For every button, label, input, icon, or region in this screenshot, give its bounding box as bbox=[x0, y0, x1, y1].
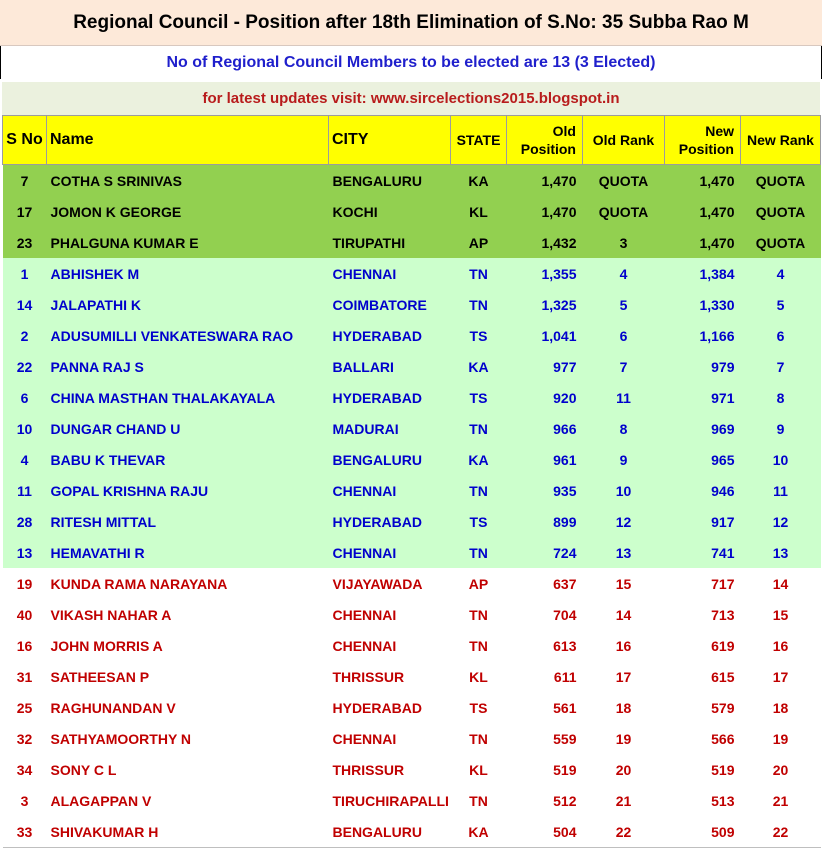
cell-new-rank: 12 bbox=[741, 506, 821, 537]
cell-new-position: 713 bbox=[665, 599, 741, 630]
cell-city: THRISSUR bbox=[329, 661, 451, 692]
cell-city: HYDERABAD bbox=[329, 506, 451, 537]
cell-old-position: 966 bbox=[507, 413, 583, 444]
cell-sno: 32 bbox=[3, 723, 47, 754]
cell-name: SATHYAMOORTHY N bbox=[47, 723, 329, 754]
cell-new-rank: QUOTA bbox=[741, 165, 821, 197]
cell-state: TS bbox=[451, 692, 507, 723]
cell-state: KA bbox=[451, 444, 507, 475]
cell-city: HYDERABAD bbox=[329, 692, 451, 723]
cell-new-rank: 20 bbox=[741, 754, 821, 785]
cell-new-position: 979 bbox=[665, 351, 741, 382]
cell-city: CHENNAI bbox=[329, 599, 451, 630]
cell-new-position: 1,330 bbox=[665, 289, 741, 320]
table-row bbox=[3, 444, 821, 475]
table-row bbox=[3, 723, 821, 754]
cell-name: JALAPATHI K bbox=[47, 289, 329, 320]
cell-sno: 34 bbox=[3, 754, 47, 785]
cell-name: CHINA MASTHAN THALAKAYALA bbox=[47, 382, 329, 413]
cell-sno: 10 bbox=[3, 413, 47, 444]
members-to-elect-note: No of Regional Council Members to be elected are 13 (3 Elected) bbox=[0, 46, 822, 79]
cell-state: TN bbox=[451, 785, 507, 816]
cell-city: THRISSUR bbox=[329, 754, 451, 785]
cell-sno: 6 bbox=[3, 382, 47, 413]
cell-new-rank: 17 bbox=[741, 661, 821, 692]
table-row bbox=[3, 692, 821, 723]
cell-city: COIMBATORE bbox=[329, 289, 451, 320]
cell-city: CHENNAI bbox=[329, 537, 451, 568]
cell-old-position: 724 bbox=[507, 537, 583, 568]
cell-old-rank: 11 bbox=[583, 382, 665, 413]
cell-sno: 1 bbox=[3, 258, 47, 289]
table-row bbox=[3, 382, 821, 413]
cell-old-position: 1,041 bbox=[507, 320, 583, 351]
cell-new-rank: 16 bbox=[741, 630, 821, 661]
cell-old-position: 559 bbox=[507, 723, 583, 754]
cell-new-rank: 15 bbox=[741, 599, 821, 630]
cell-old-position: 613 bbox=[507, 630, 583, 661]
cell-state: KA bbox=[451, 351, 507, 382]
cell-new-rank: 8 bbox=[741, 382, 821, 413]
cell-sno: 33 bbox=[3, 816, 47, 848]
header-city: CITY bbox=[329, 116, 451, 165]
cell-new-position: 619 bbox=[665, 630, 741, 661]
header-new-position bbox=[665, 116, 741, 165]
cell-old-rank: 20 bbox=[583, 754, 665, 785]
cell-sno: 23 bbox=[3, 227, 47, 258]
cell-sno: 4 bbox=[3, 444, 47, 475]
cell-new-rank: 10 bbox=[741, 444, 821, 475]
cell-new-position: 1,470 bbox=[665, 196, 741, 227]
page-title: Regional Council - Position after 18th Elimination of S.No: 35 Subba Rao M bbox=[0, 0, 822, 46]
cell-state: TN bbox=[451, 413, 507, 444]
cell-old-rank: 15 bbox=[583, 568, 665, 599]
cell-new-position: 509 bbox=[665, 816, 741, 848]
cell-new-rank: 19 bbox=[741, 723, 821, 754]
cell-old-position: 1,470 bbox=[507, 196, 583, 227]
table-row bbox=[3, 413, 821, 444]
cell-name: SONY C L bbox=[47, 754, 329, 785]
table-header-row bbox=[3, 116, 821, 165]
header-new-position-line1: New bbox=[705, 123, 734, 139]
table-row bbox=[3, 196, 821, 227]
cell-city: HYDERABAD bbox=[329, 320, 451, 351]
header-old-position-line2: Position bbox=[520, 141, 576, 157]
header-old-position-line1: Old bbox=[552, 123, 576, 139]
cell-new-rank: 7 bbox=[741, 351, 821, 382]
table-row bbox=[3, 785, 821, 816]
table-row bbox=[3, 258, 821, 289]
cell-sno: 22 bbox=[3, 351, 47, 382]
cell-new-position: 519 bbox=[665, 754, 741, 785]
cell-new-rank: 9 bbox=[741, 413, 821, 444]
cell-city: VIJAYAWADA bbox=[329, 568, 451, 599]
cell-new-position: 946 bbox=[665, 475, 741, 506]
cell-new-rank: 18 bbox=[741, 692, 821, 723]
cell-old-rank: 10 bbox=[583, 475, 665, 506]
cell-old-rank: 22 bbox=[583, 816, 665, 848]
cell-sno: 28 bbox=[3, 506, 47, 537]
table-row bbox=[3, 506, 821, 537]
cell-old-position: 611 bbox=[507, 661, 583, 692]
cell-sno: 16 bbox=[3, 630, 47, 661]
cell-new-position: 1,470 bbox=[665, 227, 741, 258]
cell-city: TIRUPATHI bbox=[329, 227, 451, 258]
cell-sno: 19 bbox=[3, 568, 47, 599]
cell-state: TN bbox=[451, 537, 507, 568]
cell-name: GOPAL KRISHNA RAJU bbox=[47, 475, 329, 506]
cell-new-rank: 11 bbox=[741, 475, 821, 506]
cell-sno: 31 bbox=[3, 661, 47, 692]
cell-city: CHENNAI bbox=[329, 723, 451, 754]
cell-name: DUNGAR CHAND U bbox=[47, 413, 329, 444]
table-row bbox=[3, 165, 821, 197]
cell-new-rank: 13 bbox=[741, 537, 821, 568]
table-row bbox=[3, 599, 821, 630]
cell-name: JOHN MORRIS A bbox=[47, 630, 329, 661]
cell-state: KL bbox=[451, 196, 507, 227]
cell-old-position: 561 bbox=[507, 692, 583, 723]
cell-name: PANNA RAJ S bbox=[47, 351, 329, 382]
cell-state: AP bbox=[451, 568, 507, 599]
cell-name: BABU K THEVAR bbox=[47, 444, 329, 475]
cell-old-position: 920 bbox=[507, 382, 583, 413]
cell-new-rank: 14 bbox=[741, 568, 821, 599]
cell-city: TIRUCHIRAPALLI bbox=[329, 785, 451, 816]
cell-new-position: 579 bbox=[665, 692, 741, 723]
cell-old-rank: 13 bbox=[583, 537, 665, 568]
cell-old-rank: 6 bbox=[583, 320, 665, 351]
cell-new-position: 971 bbox=[665, 382, 741, 413]
updates-link-text: for latest updates visit: www.sircelections2015.blogspot.in bbox=[2, 82, 820, 115]
cell-name: COTHA S SRINIVAS bbox=[47, 165, 329, 197]
table-row bbox=[3, 661, 821, 692]
cell-city: CHENNAI bbox=[329, 630, 451, 661]
cell-new-position: 615 bbox=[665, 661, 741, 692]
cell-sno: 3 bbox=[3, 785, 47, 816]
cell-old-position: 637 bbox=[507, 568, 583, 599]
header-new-rank: New Rank bbox=[741, 116, 821, 165]
cell-sno: 25 bbox=[3, 692, 47, 723]
cell-state: TN bbox=[451, 723, 507, 754]
cell-new-rank: 4 bbox=[741, 258, 821, 289]
cell-old-rank: 18 bbox=[583, 692, 665, 723]
cell-name: HEMAVATHI R bbox=[47, 537, 329, 568]
cell-name: VIKASH NAHAR A bbox=[47, 599, 329, 630]
cell-old-position: 899 bbox=[507, 506, 583, 537]
table-row bbox=[3, 754, 821, 785]
cell-old-rank: 4 bbox=[583, 258, 665, 289]
cell-old-rank: 3 bbox=[583, 227, 665, 258]
cell-sno: 17 bbox=[3, 196, 47, 227]
cell-sno: 7 bbox=[3, 165, 47, 197]
cell-new-position: 741 bbox=[665, 537, 741, 568]
cell-state: AP bbox=[451, 227, 507, 258]
table-row bbox=[3, 537, 821, 568]
cell-old-position: 519 bbox=[507, 754, 583, 785]
cell-state: TS bbox=[451, 506, 507, 537]
cell-name: JOMON K GEORGE bbox=[47, 196, 329, 227]
cell-old-position: 961 bbox=[507, 444, 583, 475]
cell-name: SATHEESAN P bbox=[47, 661, 329, 692]
cell-new-position: 917 bbox=[665, 506, 741, 537]
table-row bbox=[3, 475, 821, 506]
cell-old-rank: 19 bbox=[583, 723, 665, 754]
cell-state: KL bbox=[451, 754, 507, 785]
cell-name: KUNDA RAMA NARAYANA bbox=[47, 568, 329, 599]
cell-city: HYDERABAD bbox=[329, 382, 451, 413]
table-row bbox=[3, 320, 821, 351]
cell-name: RAGHUNANDAN V bbox=[47, 692, 329, 723]
cell-new-rank: QUOTA bbox=[741, 227, 821, 258]
cell-sno: 2 bbox=[3, 320, 47, 351]
cell-city: BALLARI bbox=[329, 351, 451, 382]
cell-sno: 11 bbox=[3, 475, 47, 506]
cell-new-position: 717 bbox=[665, 568, 741, 599]
cell-old-position: 1,355 bbox=[507, 258, 583, 289]
cell-state: KA bbox=[451, 165, 507, 197]
cell-old-position: 1,470 bbox=[507, 165, 583, 197]
cell-new-position: 1,384 bbox=[665, 258, 741, 289]
cell-old-rank: 21 bbox=[583, 785, 665, 816]
cell-city: CHENNAI bbox=[329, 475, 451, 506]
cell-new-position: 566 bbox=[665, 723, 741, 754]
cell-old-position: 935 bbox=[507, 475, 583, 506]
cell-state: TS bbox=[451, 320, 507, 351]
cell-old-rank: 14 bbox=[583, 599, 665, 630]
cell-city: BENGALURU bbox=[329, 165, 451, 197]
cell-state: TN bbox=[451, 289, 507, 320]
header-sno: S No bbox=[3, 116, 47, 165]
cell-name: SHIVAKUMAR H bbox=[47, 816, 329, 848]
cell-city: BENGALURU bbox=[329, 444, 451, 475]
cell-state: TN bbox=[451, 475, 507, 506]
cell-state: TN bbox=[451, 599, 507, 630]
cell-old-rank: 17 bbox=[583, 661, 665, 692]
cell-city: KOCHI bbox=[329, 196, 451, 227]
cell-name: ADUSUMILLI VENKATESWARA RAO bbox=[47, 320, 329, 351]
cell-name: PHALGUNA KUMAR E bbox=[47, 227, 329, 258]
cell-old-position: 977 bbox=[507, 351, 583, 382]
cell-sno: 14 bbox=[3, 289, 47, 320]
cell-name: RITESH MITTAL bbox=[47, 506, 329, 537]
cell-new-rank: QUOTA bbox=[741, 196, 821, 227]
header-new-position-line2: Position bbox=[678, 141, 734, 157]
header-old-position bbox=[507, 116, 583, 165]
cell-old-position: 1,432 bbox=[507, 227, 583, 258]
cell-name: ALAGAPPAN V bbox=[47, 785, 329, 816]
cell-old-rank: QUOTA bbox=[583, 165, 665, 197]
cell-state: TN bbox=[451, 630, 507, 661]
cell-new-rank: 22 bbox=[741, 816, 821, 848]
cell-old-rank: 7 bbox=[583, 351, 665, 382]
cell-old-rank: 9 bbox=[583, 444, 665, 475]
table-row bbox=[3, 227, 821, 258]
cell-old-rank: 8 bbox=[583, 413, 665, 444]
cell-old-rank: 5 bbox=[583, 289, 665, 320]
cell-new-position: 1,470 bbox=[665, 165, 741, 197]
cell-name: ABHISHEK M bbox=[47, 258, 329, 289]
cell-new-rank: 6 bbox=[741, 320, 821, 351]
cell-old-rank: 12 bbox=[583, 506, 665, 537]
cell-new-rank: 21 bbox=[741, 785, 821, 816]
cell-old-position: 704 bbox=[507, 599, 583, 630]
cell-new-position: 969 bbox=[665, 413, 741, 444]
table-row bbox=[3, 289, 821, 320]
table-row bbox=[3, 816, 821, 848]
results-table bbox=[2, 115, 821, 848]
cell-old-position: 512 bbox=[507, 785, 583, 816]
cell-city: MADURAI bbox=[329, 413, 451, 444]
header-name: Name bbox=[47, 116, 329, 165]
cell-state: KL bbox=[451, 661, 507, 692]
cell-new-position: 513 bbox=[665, 785, 741, 816]
table-body bbox=[3, 165, 821, 848]
cell-sno: 13 bbox=[3, 537, 47, 568]
table-row bbox=[3, 568, 821, 599]
cell-old-rank: QUOTA bbox=[583, 196, 665, 227]
cell-new-rank: 5 bbox=[741, 289, 821, 320]
table-row bbox=[3, 630, 821, 661]
cell-new-position: 1,166 bbox=[665, 320, 741, 351]
header-state: STATE bbox=[451, 116, 507, 165]
cell-city: CHENNAI bbox=[329, 258, 451, 289]
cell-state: KA bbox=[451, 816, 507, 848]
cell-old-rank: 16 bbox=[583, 630, 665, 661]
cell-city: BENGALURU bbox=[329, 816, 451, 848]
table-row bbox=[3, 351, 821, 382]
cell-sno: 40 bbox=[3, 599, 47, 630]
cell-state: TS bbox=[451, 382, 507, 413]
cell-old-position: 504 bbox=[507, 816, 583, 848]
cell-old-position: 1,325 bbox=[507, 289, 583, 320]
cell-state: TN bbox=[451, 258, 507, 289]
header-old-rank: Old Rank bbox=[583, 116, 665, 165]
cell-new-position: 965 bbox=[665, 444, 741, 475]
